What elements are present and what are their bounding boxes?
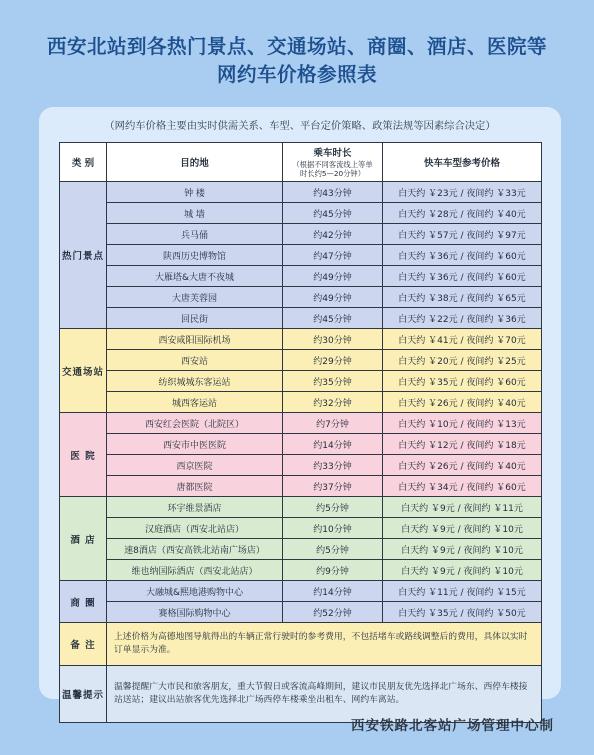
table-row	[60, 497, 542, 518]
duration-cell: 约7分钟	[283, 413, 383, 434]
duration-cell: 约52分钟	[283, 602, 383, 623]
price-cell: 白天约 ￥11元 / 夜间约 ￥15元	[383, 581, 542, 602]
destination-cell: 唐都医院	[107, 476, 283, 497]
title-line-2: 网约车价格参照表	[216, 63, 377, 86]
destination-cell: 汉庭酒店（西安北站店）	[107, 518, 283, 539]
table-row	[60, 350, 542, 371]
price-card	[39, 107, 561, 705]
header-duration-sub1: （根据不同客流线上等单	[292, 159, 373, 169]
price-cell: 白天约 ￥34元 / 夜间约 ￥60元	[383, 476, 542, 497]
table-row	[60, 245, 542, 266]
duration-cell: 约47分钟	[283, 245, 383, 266]
price-cell: 白天约 ￥28元 / 夜间约 ￥40元	[383, 203, 542, 224]
table-body	[60, 182, 542, 723]
destination-cell: 大雁塔&大唐不夜城	[107, 266, 283, 287]
remarks-label: 备 注	[60, 623, 107, 666]
duration-cell: 约9分钟	[283, 560, 383, 581]
duration-cell: 约14分钟	[283, 434, 383, 455]
remarks-text: 上述价格为高德地图导航得出的车辆正常行驶时的参考费用，不包括堵车或路线调整后的费用，具体以实时订单显示为准。	[107, 623, 542, 666]
price-cell: 白天约 ￥9元 / 夜间约 ￥10元	[383, 518, 542, 539]
category-cell: 医 院	[60, 413, 107, 497]
duration-cell: 约30分钟	[283, 329, 383, 350]
page-title	[0, 33, 594, 89]
table-row	[60, 371, 542, 392]
destination-cell: 大唐芙蓉园	[107, 287, 283, 308]
duration-cell: 约42分钟	[283, 224, 383, 245]
table-row	[60, 413, 542, 434]
tips-label: 温馨提示	[60, 666, 107, 723]
table-row	[60, 560, 542, 581]
price-cell: 白天约 ￥22元 / 夜间约 ￥36元	[383, 308, 542, 329]
destination-cell: 赛格国际购物中心	[107, 602, 283, 623]
destination-cell: 兵马俑	[107, 224, 283, 245]
price-cell: 白天约 ￥9元 / 夜间约 ￥10元	[383, 539, 542, 560]
duration-cell: 约49分钟	[283, 287, 383, 308]
destination-cell: 西京医院	[107, 455, 283, 476]
table-row	[60, 434, 542, 455]
title-line-1: 西安北站到各热门景点、交通场站、商圈、酒店、医院等	[46, 35, 547, 58]
destination-cell: 回民街	[107, 308, 283, 329]
table-row	[60, 476, 542, 497]
destination-cell: 环宇维景酒店	[107, 497, 283, 518]
duration-cell: 约43分钟	[283, 182, 383, 203]
destination-cell: 钟 楼	[107, 182, 283, 203]
header-duration-sub2: 时长约5—20分钟）	[299, 168, 365, 178]
duration-cell: 约14分钟	[283, 581, 383, 602]
price-cell: 白天约 ￥41元 / 夜间约 ￥70元	[383, 329, 542, 350]
table-header-row	[60, 143, 542, 182]
destination-cell: 西安市中医医院	[107, 434, 283, 455]
duration-cell: 约5分钟	[283, 539, 383, 560]
tips-text: 温馨提醒广大市民和旅客朋友，重大节假日或客流高峰期间，建议市民朋友优先选择北广场东、西停车楼接站送站；建议出站旅客优先选择北广场西停车楼乘坐出租车、网约车离站。	[107, 666, 542, 723]
duration-cell: 约35分钟	[283, 371, 383, 392]
category-cell: 交通场站	[60, 329, 107, 413]
destination-cell: 城西客运站	[107, 392, 283, 413]
table-row	[60, 518, 542, 539]
header-category: 类 别	[60, 143, 107, 182]
header-price: 快车车型参考价格	[383, 143, 542, 182]
destination-cell: 速8酒店（西安高铁北站南广场店）	[107, 539, 283, 560]
pricing-note: （网约车价格主要由实时供需关系、车型、平台定价策略、政策法规等因素综合决定）	[104, 120, 496, 132]
table-row	[60, 455, 542, 476]
table-row	[60, 539, 542, 560]
duration-cell: 约5分钟	[283, 497, 383, 518]
duration-cell: 约49分钟	[283, 266, 383, 287]
duration-cell: 约10分钟	[283, 518, 383, 539]
destination-cell: 大融城&熙地港购物中心	[107, 581, 283, 602]
destination-cell: 纺织城城东客运站	[107, 371, 283, 392]
category-cell: 热门景点	[60, 182, 107, 329]
destination-cell: 西安站	[107, 350, 283, 371]
price-cell: 白天约 ￥35元 / 夜间约 ￥60元	[383, 371, 542, 392]
price-cell: 白天约 ￥9元 / 夜间约 ￥11元	[383, 497, 542, 518]
destination-cell: 维也纳国际酒店（西安北站店）	[107, 560, 283, 581]
table-row	[60, 392, 542, 413]
price-cell: 白天约 ￥36元 / 夜间约 ￥60元	[383, 266, 542, 287]
table-row	[60, 329, 542, 350]
price-cell: 白天约 ￥9元 / 夜间约 ￥10元	[383, 560, 542, 581]
table-row	[60, 602, 542, 623]
price-cell: 白天约 ￥57元 / 夜间约 ￥97元	[383, 224, 542, 245]
price-cell: 白天约 ￥12元 / 夜间约 ￥18元	[383, 434, 542, 455]
duration-cell: 约32分钟	[283, 392, 383, 413]
duration-cell: 约45分钟	[283, 203, 383, 224]
remarks-row	[60, 623, 542, 666]
price-cell: 白天约 ￥20元 / 夜间约 ￥25元	[383, 350, 542, 371]
table-row	[60, 266, 542, 287]
header-duration	[283, 143, 383, 182]
duration-cell: 约45分钟	[283, 308, 383, 329]
header-duration-title: 乘车时长	[313, 147, 352, 159]
duration-cell: 约29分钟	[283, 350, 383, 371]
destination-cell: 陕西历史博物馆	[107, 245, 283, 266]
table-row	[60, 203, 542, 224]
duration-cell: 约37分钟	[283, 476, 383, 497]
price-cell: 白天约 ￥26元 / 夜间约 ￥40元	[383, 455, 542, 476]
header-destination: 目的地	[107, 143, 283, 182]
price-cell: 白天约 ￥36元 / 夜间约 ￥60元	[383, 245, 542, 266]
issuer-footer: 西安铁路北客站广场管理中心制	[351, 718, 554, 734]
category-cell: 酒 店	[60, 497, 107, 581]
price-cell: 白天约 ￥38元 / 夜间约 ￥65元	[383, 287, 542, 308]
table-row	[60, 224, 542, 245]
duration-cell: 约33分钟	[283, 455, 383, 476]
table-row	[60, 182, 542, 203]
price-table	[59, 142, 542, 723]
destination-cell: 城 墙	[107, 203, 283, 224]
price-cell: 白天约 ￥23元 / 夜间约 ￥33元	[383, 182, 542, 203]
destination-cell: 西安咸阳国际机场	[107, 329, 283, 350]
price-cell: 白天约 ￥10元 / 夜间约 ￥13元	[383, 413, 542, 434]
category-cell: 商 圈	[60, 581, 107, 623]
table-row	[60, 287, 542, 308]
price-cell: 白天约 ￥35元 / 夜间约 ￥50元	[383, 602, 542, 623]
price-cell: 白天约 ￥26元 / 夜间约 ￥40元	[383, 392, 542, 413]
table-row	[60, 308, 542, 329]
destination-cell: 西安红会医院（北院区）	[107, 413, 283, 434]
table-row	[60, 581, 542, 602]
